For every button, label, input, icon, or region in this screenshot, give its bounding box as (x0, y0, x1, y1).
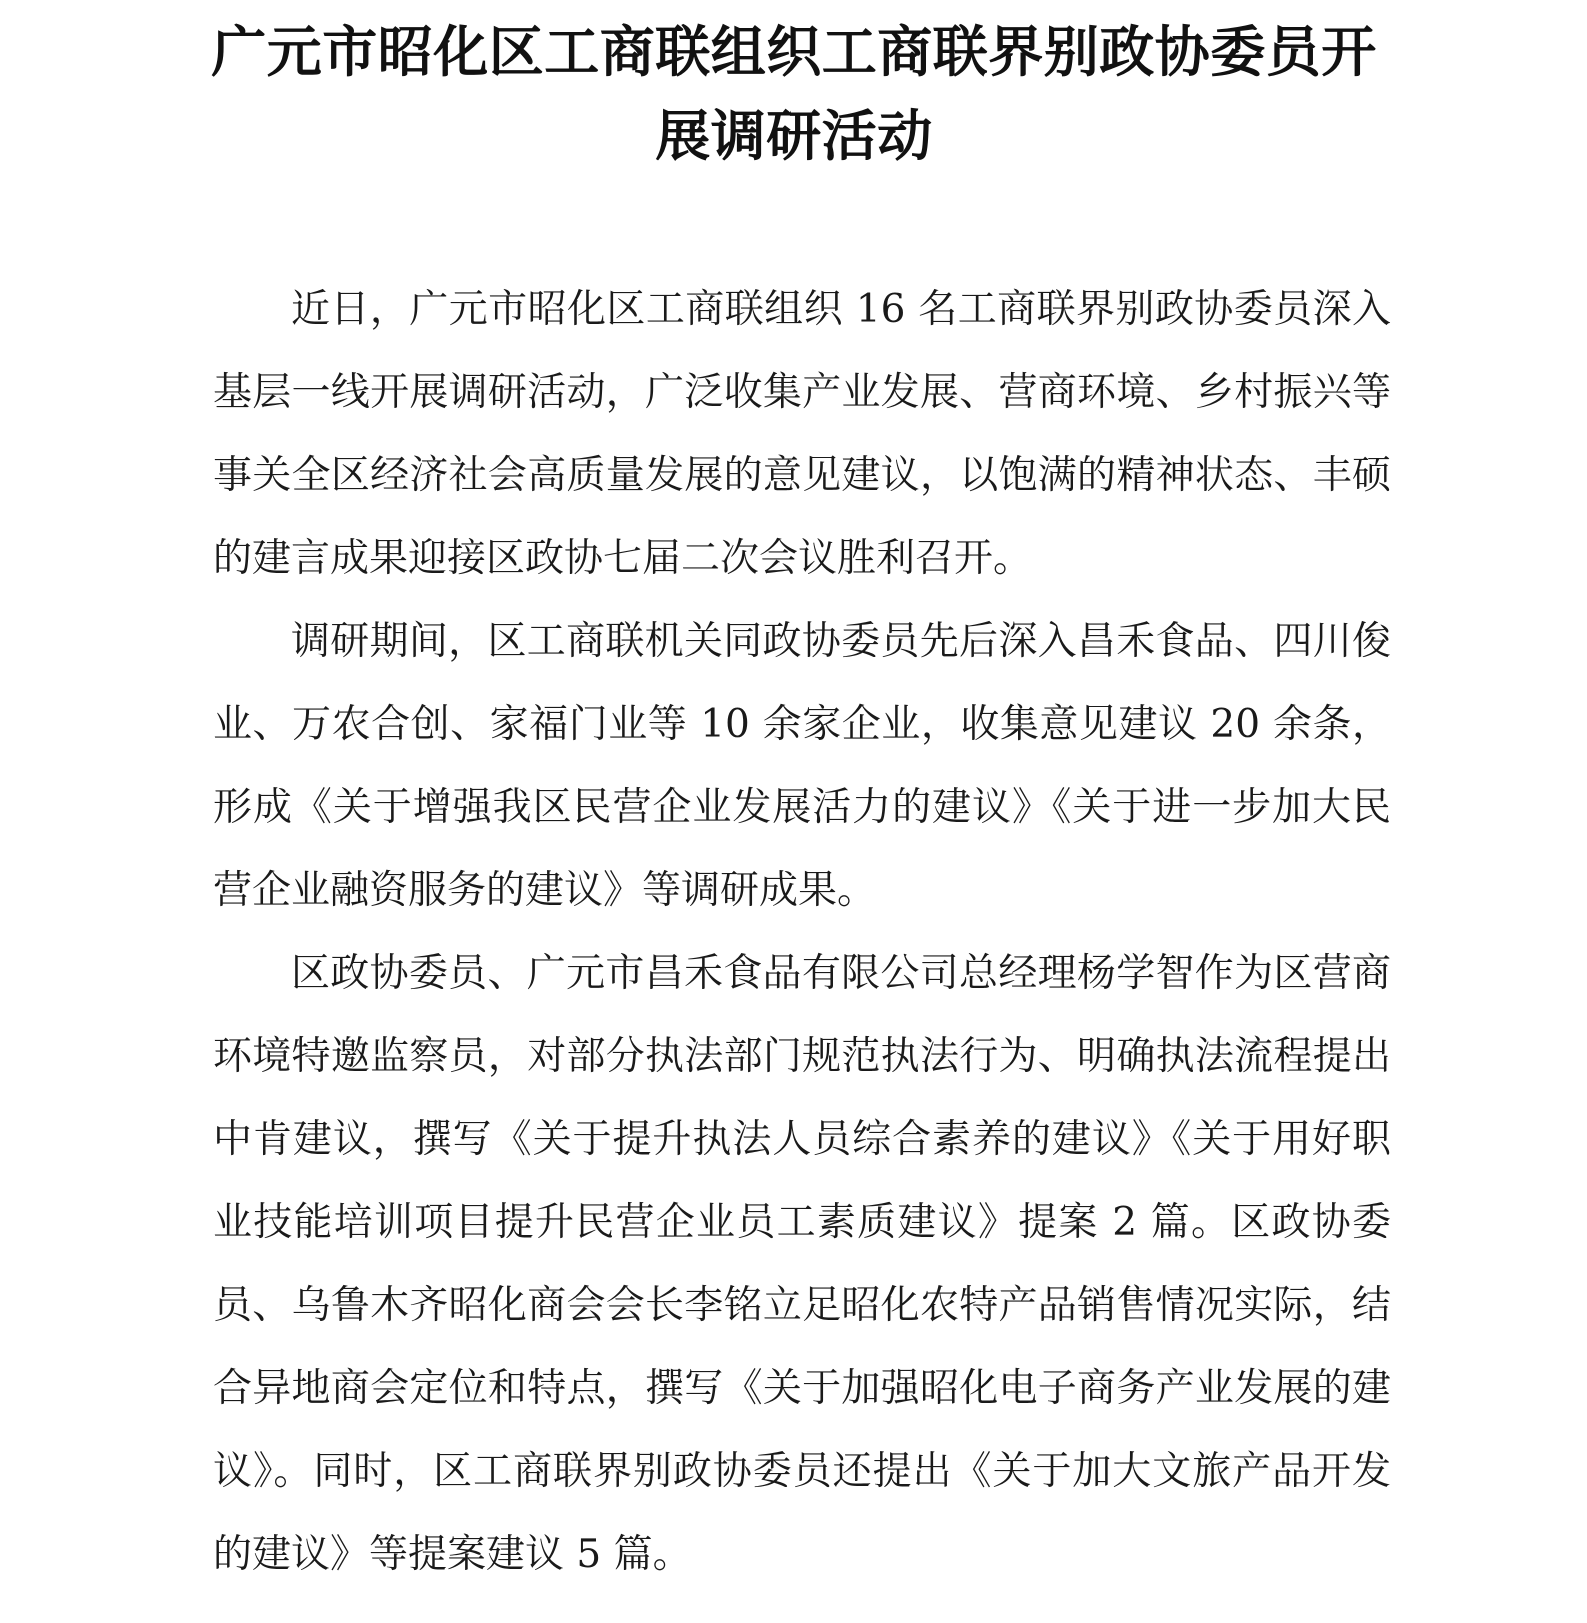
paragraph: 区政协委员、广元市昌禾食品有限公司总经理杨学智作为区营商环境特邀监察员，对部分执法部门规范执法行为、明确执法流程提出中肯建议，撰写《关于提升执法人员综合素养的建议》《关于用好职业技能培训项目提升民营企业员工素质建议》提案 2 篇。区政协委员、乌鲁木齐昭化商会会长李铭立足昭化农特产品销售情况实际，结合异地商会定位和特点，撰写《关于加强昭化电子商务产业发展的建议》。同时，区工商联界别政协委员还提出《关于加大文旅产品开发的建议》等提案建议 5 篇。 (213, 951, 1391, 1577)
document-title: 广元市昭化区工商联组织工商联界别政协委员开展调研活动 (211, 19, 1377, 168)
paragraph: 近日，广元市昭化区工商联组织 16 名工商联界别政协委员深入基层一线开展调研活动，广泛收集产业发展、营商环境、乡村振兴等事关全区经济社会高质量发展的意见建议，以饱满的精神状态、丰硕的建言成果迎接区政协七届二次会议胜利召开。 (213, 287, 1391, 581)
paragraph: 调研期间，区工商联机关同政协委员先后深入昌禾食品、四川俊业、万农合创、家福门业等 10 余家企业，收集意见建议 20 余条，形成《关于增强我区民营企业发展活力的建议》《关于进一步加大民营企业融资服务的建议》等调研成果。 (213, 619, 1391, 913)
document-body (213, 268, 1391, 1596)
